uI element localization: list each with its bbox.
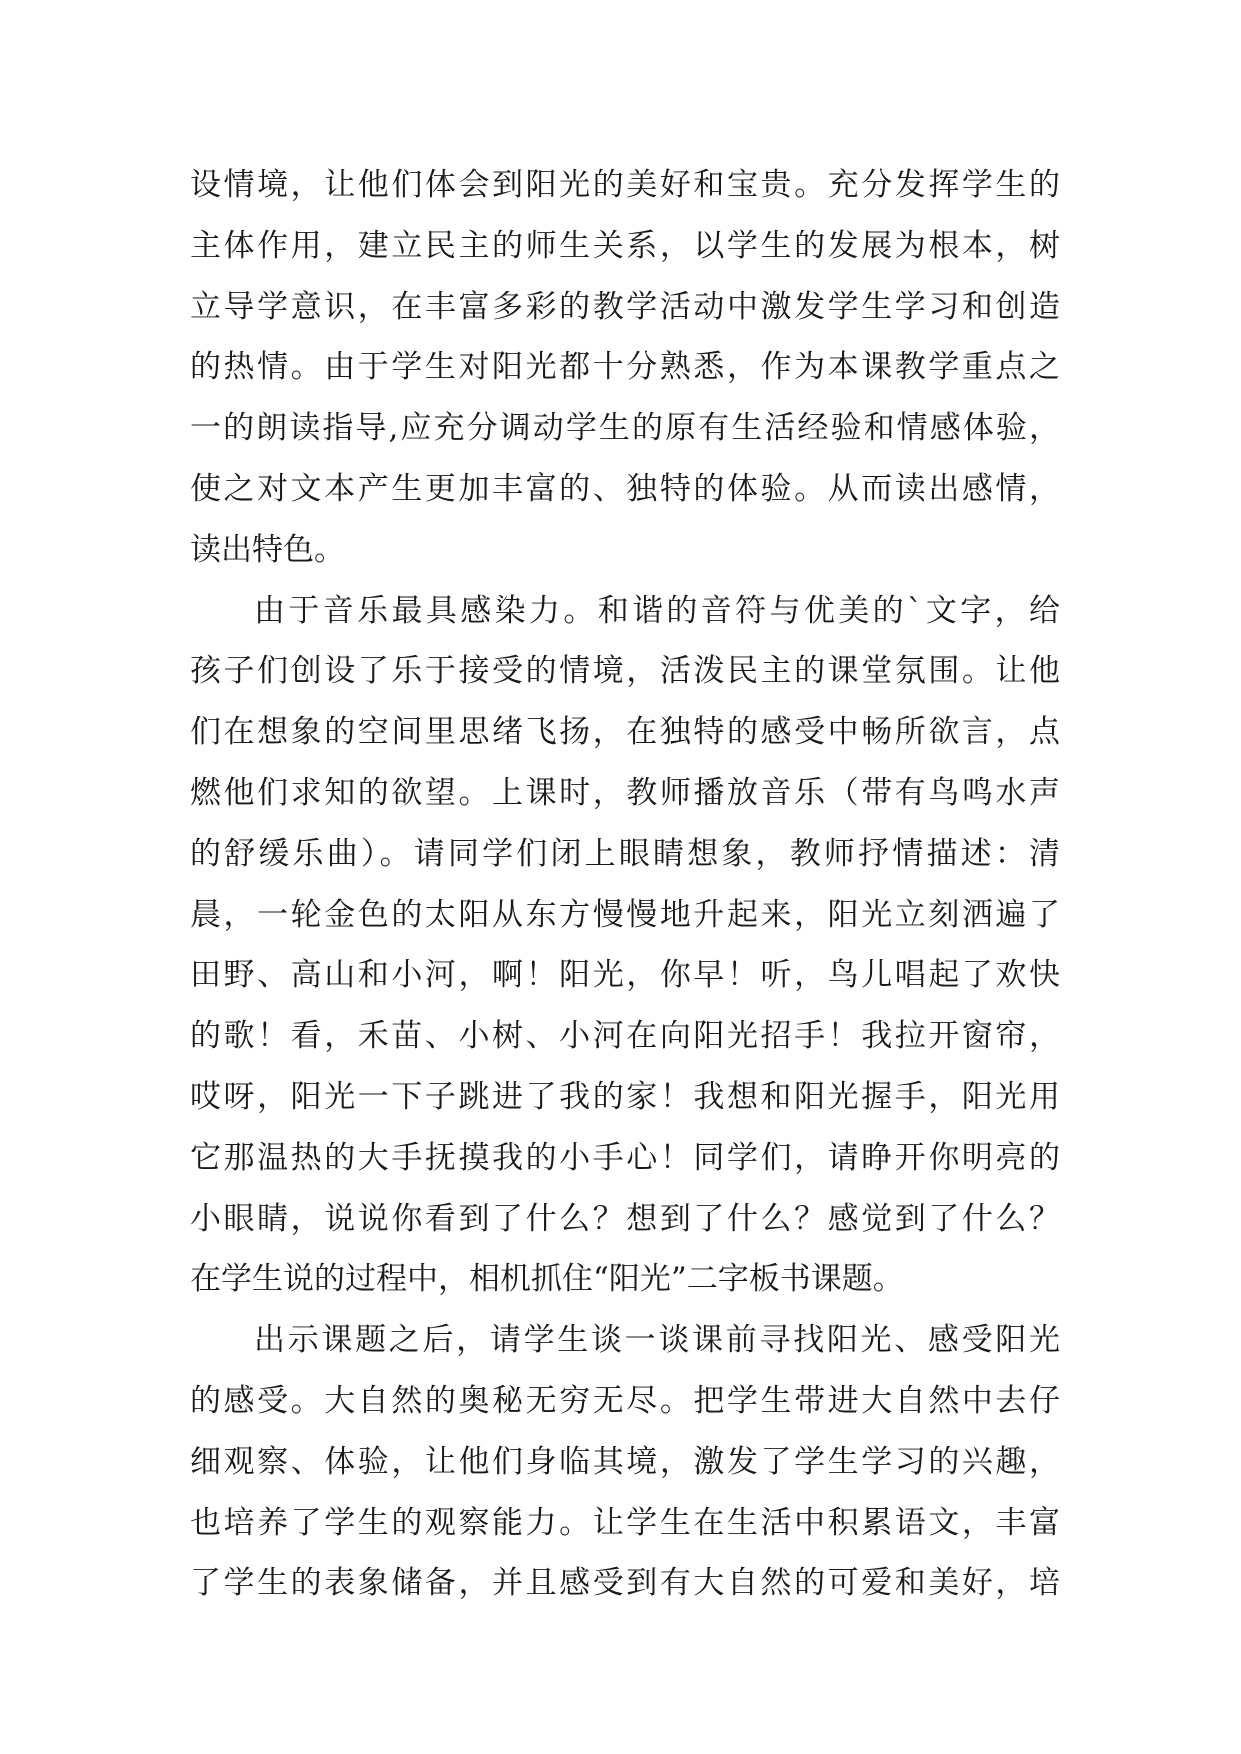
text-line: 由于音乐最具感染力。和谐的音符与优美的`文字，给 <box>254 592 1060 629</box>
text-line: 出示课题之后，请学生谈一谈课前寻找阳光、感受阳光 <box>254 1322 1060 1359</box>
text-line: 的舒缓乐曲）。请同学们闭上眼睛想象，教师抒情描述：清 <box>190 835 1060 872</box>
text-line: 孩子们创设了乐于接受的情境，活泼民主的课堂氛围。让他 <box>190 653 1060 690</box>
text-line: 小眼睛，说说你看到了什么？想到了什么？感觉到了什么？ <box>190 1200 1060 1237</box>
text-line: 哎呀，阳光一下子跳进了我的家！我想和阳光握手，阳光用 <box>190 1078 1060 1115</box>
text-line: 也培养了学生的观察能力。让学生在生活中积累语文，丰富 <box>190 1504 1060 1541</box>
text-line: 设情境，让他们体会到阳光的美好和宝贵。充分发挥学生的 <box>190 167 1060 203</box>
text-line: 晨，一轮金色的太阳从东方慢慢地升起来，阳光立刻洒遍了 <box>190 896 1060 933</box>
text-line: 们在想象的空间里思绪飞扬，在独特的感受中畅所欲言，点 <box>190 714 1060 751</box>
text-line: 在学生说的过程中，相机抓住“阳光”二字板书课题。 <box>190 1261 904 1298</box>
text-line: 的热情。由于学生对阳光都十分熟悉，作为本课教学重点之 <box>190 349 1060 386</box>
body-text <box>190 155 1060 1614</box>
text-line: 使之对文本产生更加丰富的、独特的体验。从而读出感情， <box>190 470 1060 507</box>
text-line: 细观察、体验，让他们身临其境，激发了学生学习的兴趣， <box>190 1443 1060 1480</box>
text-line: 田野、高山和小河，啊！阳光，你早！听，鸟儿唱起了欢快 <box>190 957 1060 994</box>
text-line: 的歌！看，禾苗、小树、小河在向阳光招手！我拉开窗帘， <box>190 1018 1060 1055</box>
text-line: 的感受。大自然的奥秘无穷无尽。把学生带进大自然中去仔 <box>190 1382 1060 1419</box>
text-line: 了学生的表象储备，并且感受到有大自然的可爱和美好，培 <box>190 1565 1060 1602</box>
text-line: 一的朗读指导,应充分调动学生的原有生活经验和情感体验， <box>190 410 1060 447</box>
text-line: 主体作用，建立民主的师生关系，以学生的发展为根本，树 <box>190 227 1060 264</box>
text-line: 燃他们求知的欲望。上课时，教师播放音乐（带有鸟鸣水声 <box>190 774 1060 811</box>
text-line: 读出特色。 <box>190 531 345 568</box>
text-line: 立导学意识，在丰富多彩的教学活动中激发学生学习和创造 <box>190 288 1060 325</box>
text-line: 它那温热的大手抚摸我的小手心！同学们，请睁开你明亮的 <box>190 1139 1060 1176</box>
